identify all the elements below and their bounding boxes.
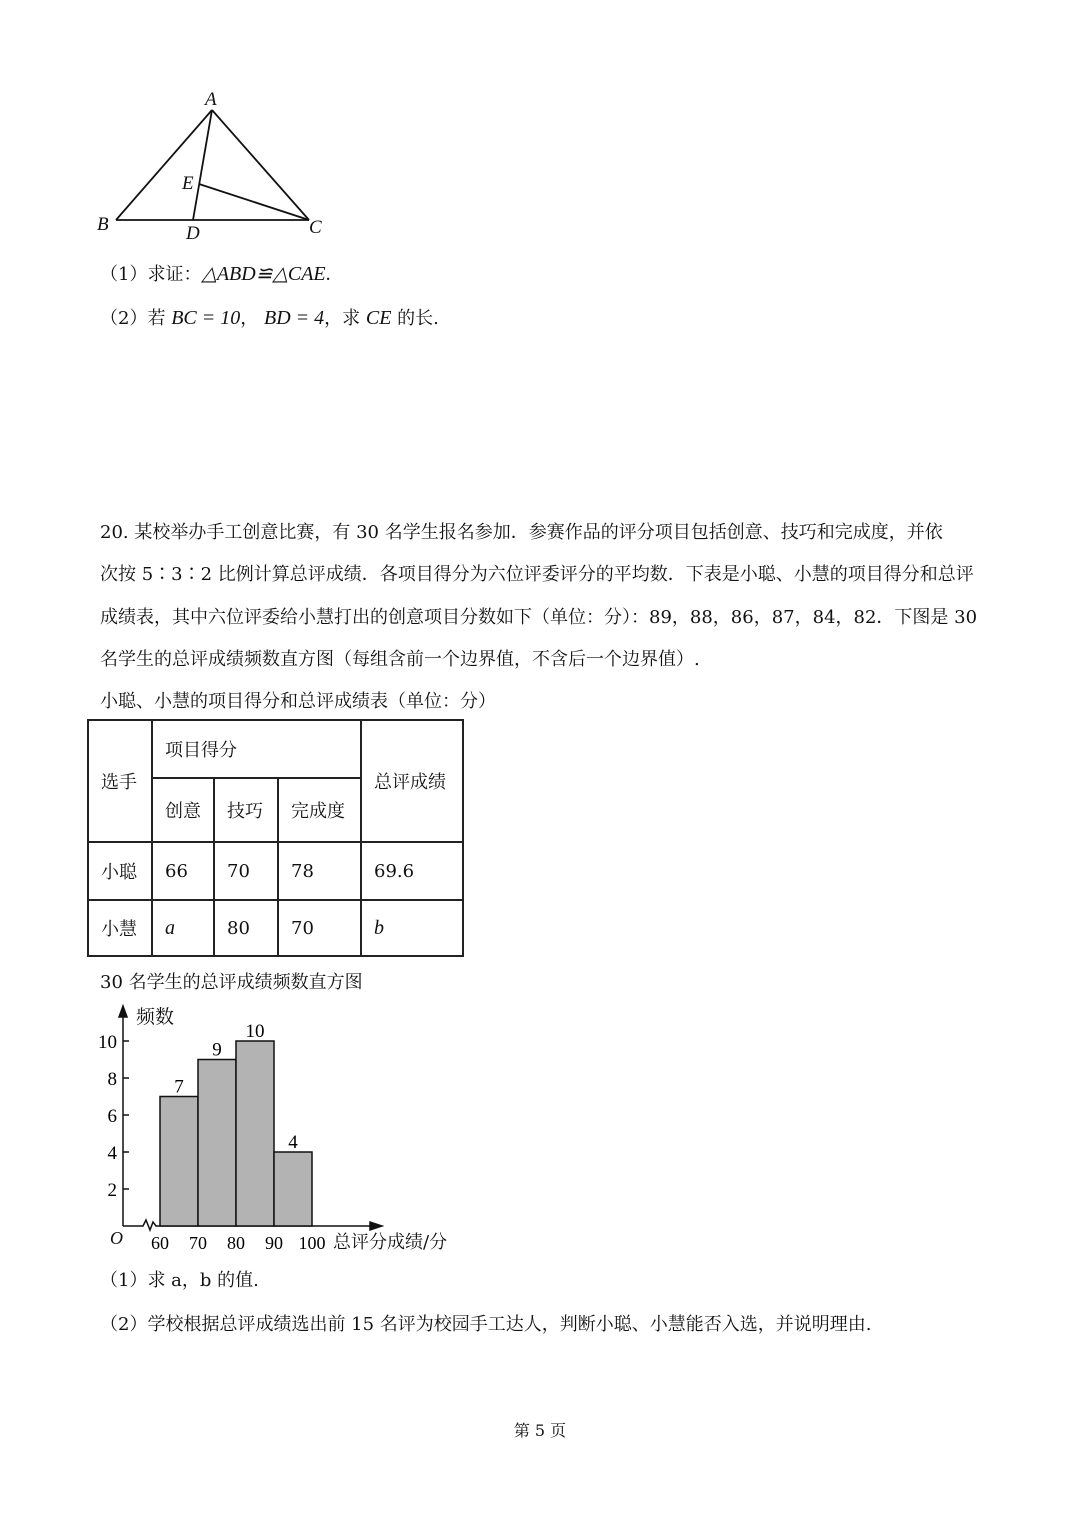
y-tick-label: 2	[107, 1180, 117, 1201]
cell-name: 小聪	[88, 842, 152, 900]
x-tick-label: 80	[227, 1233, 245, 1253]
header-creativity: 创意	[152, 778, 214, 842]
table-row	[88, 842, 463, 900]
cell-name: 小慧	[88, 900, 152, 956]
x-tick-label: 70	[189, 1233, 207, 1253]
y-axis-label: 频数	[136, 1006, 175, 1028]
q20-line-4: 名学生的总评成绩频数直方图（每组含前一个边界值，不含后一个边界值）.	[100, 649, 700, 670]
q20-line-3: 成绩表，其中六位评委给小慧打出的创意项目分数如下（单位：分）：89，88，86，87，84，82．下图是 30	[100, 607, 978, 628]
cell-creativity: a	[152, 900, 214, 956]
q19-part2: （2）若 BC = 10， BD = 4，求 CE 的长.	[100, 307, 439, 329]
q20-line-1: 20. 某校举办手工创意比赛，有 30 名学生报名参加．参赛作品的评分项目包括创意、技巧和完成度，并依	[100, 522, 943, 543]
y-axis-arrow	[119, 1006, 127, 1017]
y-tick-label: 6	[107, 1106, 117, 1127]
header-completion: 完成度	[278, 778, 361, 842]
label-a: A	[205, 89, 217, 110]
page-number: 第 5 页	[513, 1421, 567, 1440]
cell-skill: 70	[214, 842, 278, 900]
origin-label: O	[110, 1228, 123, 1248]
x-axis-label: 总评分成绩/分	[333, 1232, 448, 1253]
histogram-bar	[160, 1097, 198, 1227]
segment-ad	[193, 110, 212, 220]
q20-part2: （2）学校根据总评成绩选出前 15 名评为校园手工达人，判断小聪、小慧能否入选，并说明理由.	[100, 1314, 872, 1335]
q19-part1: （1）求证：△ABD≌△CAE.	[100, 263, 331, 285]
y-tick-label: 4	[107, 1143, 117, 1164]
cell-skill: 80	[214, 900, 278, 956]
cell-completion: 70	[278, 900, 361, 956]
label-d: D	[186, 223, 200, 244]
cell-completion: 78	[278, 842, 361, 900]
x-tick-label: 60	[151, 1233, 169, 1253]
bar-data-label: 4	[288, 1132, 298, 1153]
chart-caption: 30 名学生的总评成绩频数直方图	[100, 972, 363, 993]
label-e: E	[182, 173, 194, 194]
edge-ab	[116, 110, 212, 220]
x-tick-label: 100	[298, 1233, 326, 1253]
histogram-bar	[236, 1041, 274, 1226]
label-c: C	[309, 217, 322, 238]
bar-data-label: 9	[212, 1039, 222, 1061]
y-tick-label: 8	[107, 1069, 117, 1090]
cell-total: 69.6	[361, 842, 463, 900]
header-item-scores: 项目得分	[152, 720, 361, 778]
q20-line-2: 次按 5∶3∶2 比例计算总评成绩．各项目得分为六位评委评分的平均数．下表是小聪、小慧的项目得分和总评	[100, 564, 974, 585]
x-tick-label: 90	[265, 1233, 283, 1253]
cell-creativity: 66	[152, 842, 214, 900]
cell-total: b	[361, 900, 463, 956]
bar-data-label: 7	[174, 1076, 184, 1098]
y-tick-label: 10	[98, 1032, 117, 1053]
x-axis-arrow	[370, 1222, 382, 1230]
table-caption: 小聪、小慧的项目得分和总评成绩表（单位：分）	[100, 691, 496, 712]
frequency-histogram	[90, 998, 480, 1260]
header-skill: 技巧	[214, 778, 278, 842]
bar-data-label: 10	[245, 1021, 265, 1042]
histogram-bar	[274, 1152, 312, 1226]
q20-part1: （1）求 a，b 的值.	[100, 1270, 259, 1291]
histogram-bar	[198, 1060, 236, 1227]
header-player: 选手	[88, 720, 152, 842]
congruence-statement: △ABD≌△CAE	[201, 263, 326, 285]
score-table	[87, 719, 464, 957]
table-row	[88, 900, 463, 956]
label-b: B	[97, 214, 109, 235]
triangle-figure	[90, 88, 340, 248]
header-total: 总评成绩	[361, 720, 463, 842]
